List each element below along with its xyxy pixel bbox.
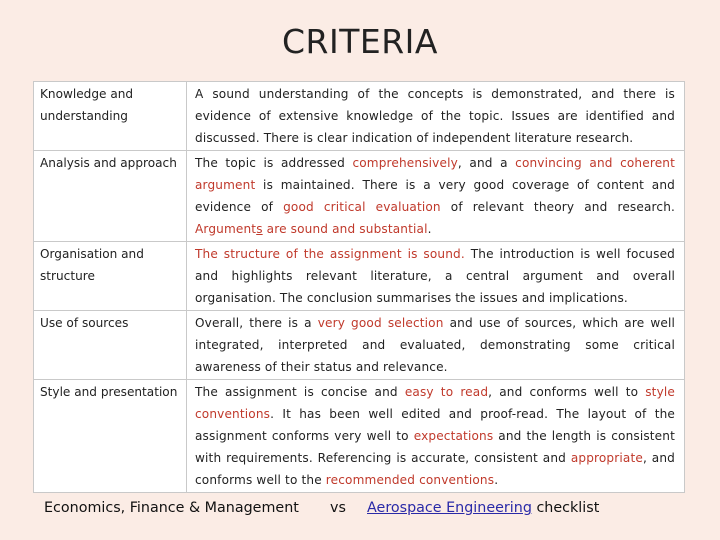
criteria-description	[187, 242, 685, 311]
criteria-label: Organisation and structure	[34, 242, 187, 311]
highlighted-phrase: are sound and substantial	[262, 222, 428, 236]
page-title: CRITERIA	[282, 22, 438, 61]
description-text: and use of sources, which are well integrated, interpreted and evaluated, demonstrating some critical awareness of their status and relevance.	[195, 316, 675, 374]
highlighted-phrase: style conventions	[195, 385, 675, 421]
highlighted-phrase: comprehensively	[352, 156, 458, 170]
footer-left-label: Economics, Finance & Management	[44, 500, 299, 516]
criteria-description	[187, 380, 685, 493]
criteria-label: Analysis and approach	[34, 151, 187, 242]
highlighted-phrase: easy to read	[404, 385, 489, 399]
criteria-label: Style and presentation	[34, 380, 187, 493]
footer-right	[367, 500, 599, 516]
description-text: A sound understanding of the concepts is demonstrated, and there is evidence of extensive knowledge of the topic. Issues are identified and discussed. There is clear indication of independent literature research.	[195, 87, 675, 145]
description-text: The topic is addressed	[195, 156, 353, 170]
description-text: The introduction is well focused and highlights relevant literature, a central argument and overall organisation. The conclusion summarises the issues and implications.	[195, 247, 675, 305]
criteria-row	[34, 380, 685, 493]
highlighted-phrase: very good selection	[317, 316, 444, 330]
footer-checklist-text: checklist	[531, 500, 600, 516]
highlighted-phrase: Argument	[195, 222, 257, 236]
criteria-description	[187, 151, 685, 242]
description-text: , and conforms well to	[488, 385, 646, 399]
description-text: Overall, there is a	[195, 316, 318, 330]
footer-vs: vs	[330, 500, 346, 516]
criteria-table	[33, 81, 685, 493]
highlighted-phrase: recommended conventions	[325, 473, 495, 487]
criteria-row	[34, 242, 685, 311]
criteria-row	[34, 151, 685, 242]
highlighted-phrase: convincing and coherent argument	[195, 156, 675, 192]
description-text: . It has been well edited and proof-read. The layout of the assignment conforms very well to	[195, 407, 675, 443]
criteria-row	[34, 311, 685, 380]
description-text: of relevant theory and research.	[440, 200, 676, 214]
highlighted-phrase: The structure of the assignment is sound.	[195, 247, 465, 261]
description-text: is maintained. There is a very good coverage of content and evidence of	[195, 178, 675, 214]
highlighted-phrase: expectations	[413, 429, 494, 443]
aerospace-engineering-link[interactable]: Aerospace Engineering	[367, 500, 532, 516]
highlighted-phrase: good critical evaluation	[283, 200, 441, 214]
criteria-label: Use of sources	[34, 311, 187, 380]
highlighted-phrase: appropriate	[570, 451, 643, 465]
highlighted-phrase: s	[256, 222, 263, 236]
description-text: .	[494, 473, 499, 487]
description-text: .	[427, 222, 432, 236]
description-text: , and a	[457, 156, 516, 170]
description-text: The assignment is concise and	[195, 385, 405, 399]
description-text: , and conforms well to the	[195, 451, 675, 487]
criteria-description	[187, 82, 685, 151]
criteria-label: Knowledge and understanding	[34, 82, 187, 151]
description-text: and the length is consistent with requirements. Referencing is accurate, consistent and	[195, 429, 675, 465]
criteria-description	[187, 311, 685, 380]
criteria-row	[34, 82, 685, 151]
